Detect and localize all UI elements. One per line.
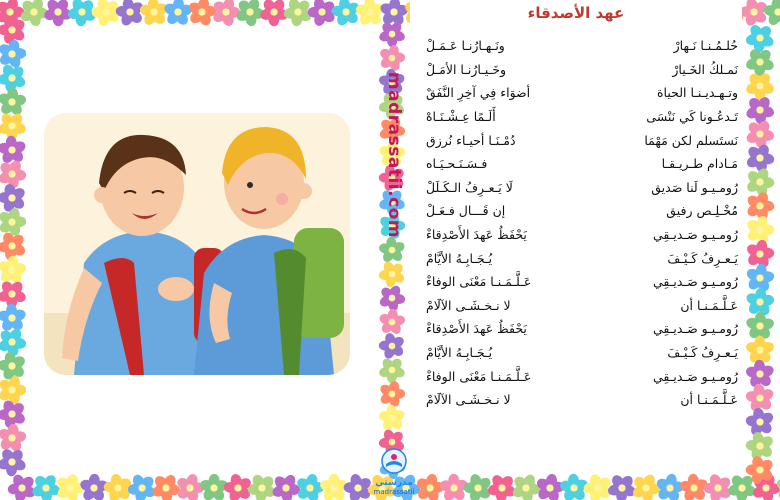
poem-line xyxy=(426,152,738,176)
flower-icon xyxy=(378,380,405,408)
flower-icon xyxy=(7,473,37,500)
poem-line-first-hemistich: رُومـيـو صَـديـقِي xyxy=(652,368,738,384)
flower-icon xyxy=(378,284,406,312)
poem-line xyxy=(426,341,738,365)
flower-icon xyxy=(343,473,373,500)
flower-icon xyxy=(271,473,301,500)
flower-icon xyxy=(103,473,133,500)
poem-line xyxy=(426,317,738,341)
flower-icon xyxy=(704,473,733,500)
poem-line-second-hemistich: أضوَاء فِي آخِرِ النَّفَقْ xyxy=(426,85,531,101)
poem-line-first-hemistich: نَمـلكُ الخَـيارْ xyxy=(672,61,738,77)
flower-icon xyxy=(355,0,386,27)
poem-line-first-hemistich: عَـلَّـمَـنـا أن xyxy=(680,297,738,313)
site-watermark xyxy=(380,30,408,280)
flower-icon xyxy=(607,473,638,500)
poem-line-first-hemistich: مَـادام طـريـقـا xyxy=(661,156,738,172)
poem-line xyxy=(426,58,738,82)
flower-icon xyxy=(0,327,27,357)
poem-line xyxy=(426,105,738,129)
poem-line xyxy=(426,270,738,294)
flower-icon xyxy=(163,0,194,27)
poem-line-second-hemistich: يُـجَـابِـهُ الأيَّامْ xyxy=(426,250,493,266)
poem-line-second-hemistich: إن قَـــال فـعَـلْ xyxy=(426,203,506,219)
poem-line xyxy=(426,223,738,247)
poem-line-first-hemistich: رُومـيـو صَـديـقِي xyxy=(652,227,738,243)
poem-line-second-hemistich: فـسَـنَـحـيَـاه xyxy=(426,156,488,172)
poem-line xyxy=(426,128,738,152)
flower-icon xyxy=(745,119,775,149)
poem-line-first-hemistich: نَستَسلم لكن مَهْمَا xyxy=(644,132,738,148)
flower-icon xyxy=(247,473,277,500)
flower-icon xyxy=(0,111,27,140)
poem-line-first-hemistich: عَـلَّـمَـنـا أن xyxy=(680,392,738,408)
flower-icon xyxy=(584,473,613,500)
poem-line-first-hemistich: وتـهـديـنـا الحياة xyxy=(657,85,738,101)
poem-line-second-hemistich: دُمْـنَـا أحيـاء نُرزق xyxy=(426,132,516,148)
poem-line-first-hemistich: تَـدعُـونا كَي نَنْسَى xyxy=(646,109,738,125)
poem-line xyxy=(426,34,738,58)
flower-icon xyxy=(0,303,27,333)
flower-icon xyxy=(175,473,204,500)
poem-line xyxy=(426,364,738,388)
poem-line-first-hemistich: رُومـيـو لَنا صَديق xyxy=(651,179,738,195)
flower-icon xyxy=(378,404,406,431)
poem-lines xyxy=(426,34,738,412)
flower-icon xyxy=(379,332,406,360)
poem-line-first-hemistich: حُلـمُـنـا نَـهارْ xyxy=(673,38,738,54)
poem-line-second-hemistich: أَلَـمًا عِـشْـنَـاهْ xyxy=(426,109,496,125)
flower-icon xyxy=(187,0,217,27)
flower-icon xyxy=(745,407,775,437)
poem-line-second-hemistich: وخَـيـارُنـا الأمَـلْ xyxy=(426,61,507,77)
poem-title: عهد الأصدقاء xyxy=(527,4,625,22)
poem-line-first-hemistich: رُومـيـو صَـديـقِي xyxy=(652,274,738,290)
poem-line-first-hemistich: يَـعـرِفُ كَـيْـفَ xyxy=(667,250,738,266)
flower-icon xyxy=(55,473,84,500)
poem-line xyxy=(426,176,738,200)
flower-icon xyxy=(0,375,26,406)
poem-line-second-hemistich: يُـجَـابِـهُ الأيَّامْ xyxy=(426,345,493,361)
flower-icon xyxy=(487,473,517,500)
flower-icon xyxy=(0,447,27,477)
flower-icon xyxy=(0,159,27,189)
flower-icon xyxy=(464,473,493,500)
flower-icon xyxy=(745,191,774,222)
flower-icon xyxy=(223,473,253,500)
poem-line-second-hemistich: يَحْفَظُ عَهدَ الأَصْدِقاءْ xyxy=(426,227,527,243)
flower-icon xyxy=(0,87,27,117)
flower-icon xyxy=(0,279,27,308)
poem-line xyxy=(426,294,738,318)
poem-line-first-hemistich: رُومـيـو صَـديـقِي xyxy=(652,321,738,337)
poem-line-second-hemistich: ونَـهـارُنـا عَـمَـلْ xyxy=(426,38,505,54)
flower-icon xyxy=(739,0,768,27)
poem-line-second-hemistich: لا نـخـشَـى الآلَامْ xyxy=(426,392,511,408)
flower-icon xyxy=(308,0,337,27)
flower-icon xyxy=(31,473,61,500)
flower-icon xyxy=(127,473,157,500)
poem-line xyxy=(426,81,738,105)
flower-icon xyxy=(511,473,541,500)
flower-icon xyxy=(331,0,361,27)
poem-line-second-hemistich: عَـلَّـمَـنـا مَعْنَى الوفاءْ xyxy=(426,274,532,290)
watermark-text: madrassatii.com xyxy=(384,71,405,239)
flower-icon xyxy=(378,308,406,336)
poem-line-second-hemistich: لا نـخـشَـى الآلَامْ xyxy=(426,297,511,313)
flower-icon xyxy=(211,0,240,27)
flower-icon xyxy=(0,423,27,453)
flower-icon xyxy=(379,0,409,27)
flower-icon xyxy=(745,143,775,173)
flower-icon xyxy=(0,255,27,285)
flower-icon xyxy=(745,23,775,53)
flower-icon xyxy=(0,135,27,165)
flower-icon xyxy=(139,0,169,27)
flower-icon xyxy=(631,473,661,500)
poem-line xyxy=(426,388,738,412)
flower-icon xyxy=(745,167,775,197)
flower-icon xyxy=(151,473,181,500)
flower-icon xyxy=(295,473,325,500)
flower-icon xyxy=(0,39,27,70)
logo-latin-text: madrassatii xyxy=(373,488,415,496)
poem-line-second-hemistich: يَحْفَظُ عَهدَ الأَصْدِقاءْ xyxy=(426,321,527,337)
flower-icon xyxy=(0,207,26,238)
site-logo xyxy=(370,448,418,498)
two-boys-illustration xyxy=(44,113,350,375)
flower-icon xyxy=(115,0,145,27)
flower-icon xyxy=(378,356,406,383)
flower-icon xyxy=(745,431,775,461)
poem-line-first-hemistich: يَـعـرِفُ كَـيْـفَ xyxy=(667,345,738,361)
poem-line-second-hemistich: لَا يَـعـرِفُ الـكَـلَلْ xyxy=(426,179,513,195)
poem-line-first-hemistich: مُخْـلِـص رفيق xyxy=(666,203,738,219)
logo-arabic-text: مدرستي xyxy=(375,478,413,488)
poem-line xyxy=(426,199,738,223)
poem-line xyxy=(426,246,738,270)
book-logo-icon xyxy=(379,448,409,474)
poem-line-second-hemistich: عَـلَّـمَـنـا مَعْنَى الوفاءْ xyxy=(426,368,532,384)
